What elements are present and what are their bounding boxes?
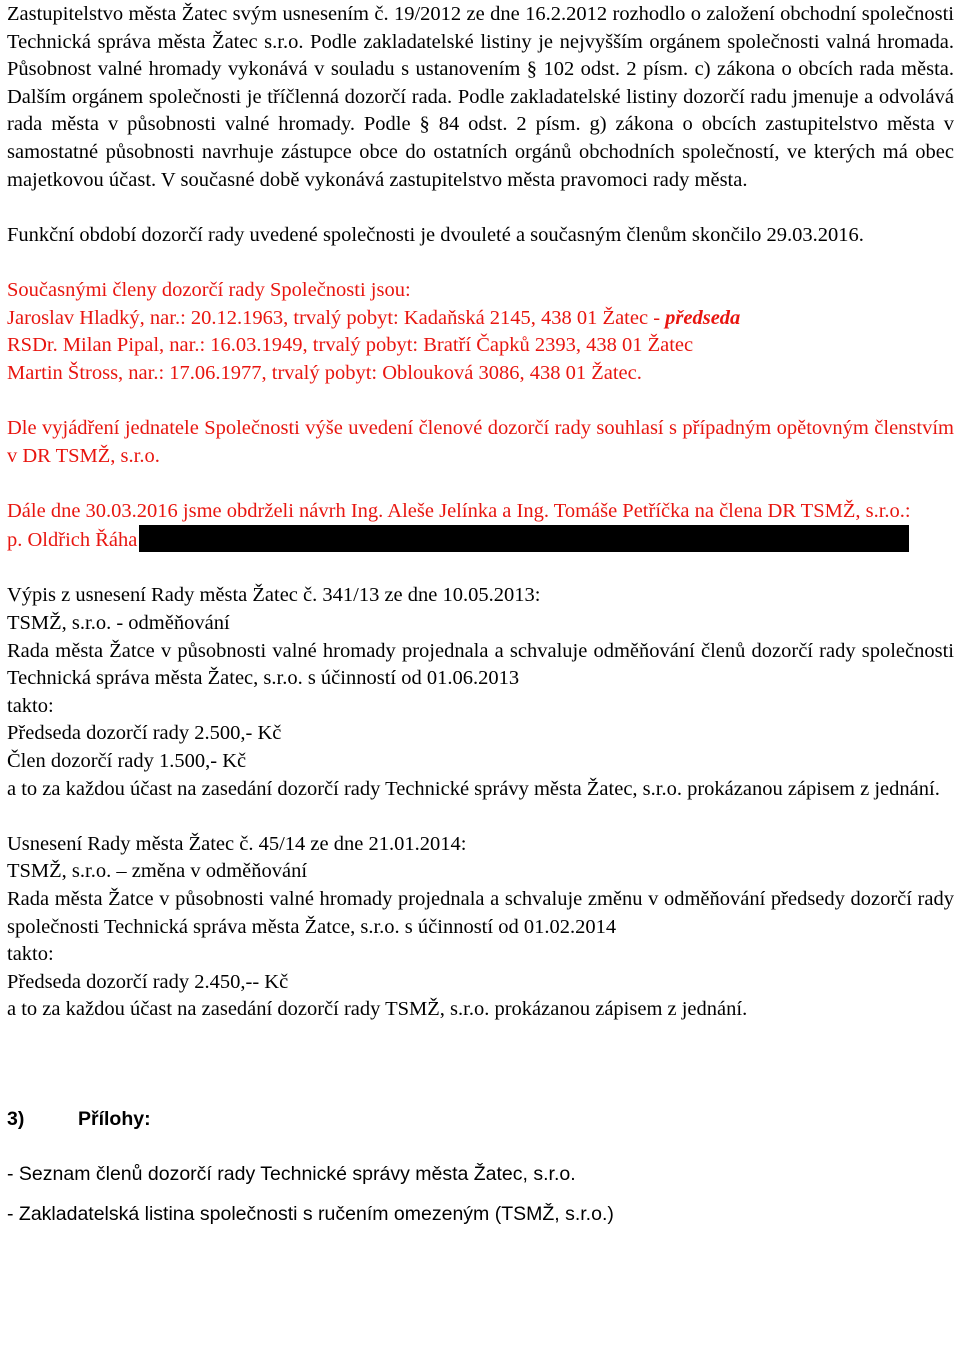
resolution-1-subject: TSMŽ, s.r.o. - odměňování	[7, 612, 230, 635]
intro-paragraph: Zastupitelstvo města Žatec svým usnesením č. 19/2012 ze dne 16.2.2012 rozhodlo o založení obchodní společnosti Technická správa města Žatec s.r.o. Podle zakladatelské listiny je nejvyšším orgánem společnosti valná hromada. Působnost valné hromady vykonává v souladu s ustanovením § 102 odst. 2 písm. c) zákona o obcích rada města. Dalším orgánem společnosti je tříčlenná dozorčí rada. Podle zakladatelské listiny dozorčí radu jmenuje a odvolává rada města v působnosti valné hromady. Podle § 84 odst. 2 písm. g) zákona o obcích zastupitelstvo města v samostatné působnosti navrhuje zástupce obce do ostatních orgánů obchodních společností, ve kterých má obec majetkovou účast. V současné době vykonává zastupitelstvo města pravomoci rady města.	[7, 3, 954, 191]
member-1-text: Jaroslav Hladký, nar.: 20.12.1963, trvalý pobyt: Kadaňská 2145, 438 01 Žatec -	[7, 306, 666, 329]
attachments-heading	[7, 1106, 954, 1134]
resolution-1-body: Rada města Žatce v působnosti valné hromady projednala a schvaluje odměňování členů dozorčí rady společnosti Technická správa města Žatec, s.r.o. s účinností od 01.06.2013	[7, 639, 954, 690]
resolution-2-takto: takto:	[7, 943, 54, 966]
resolution-1-takto: takto:	[7, 694, 54, 717]
section-number: 3)	[7, 1107, 25, 1130]
member-1	[7, 305, 954, 333]
proposal-name-line	[7, 525, 954, 555]
member-2: RSDr. Milan Pipal, nar.: 16.03.1949, trvalý pobyt: Bratří Čapků 2393, 438 01 Žatec	[7, 334, 694, 357]
resolution-1-line-2: Člen dozorčí rady 1.500,- Kč	[7, 750, 247, 773]
members-block	[7, 277, 954, 387]
member-1-role: předseda	[665, 306, 741, 329]
attachment-item-1: - Seznam členů dozorčí rady Technické správy města Žatec, s.r.o.	[7, 1163, 576, 1186]
section-label: Přílohy:	[78, 1107, 151, 1130]
resolution-1-title: Výpis z usnesení Rady města Žatec č. 341/13 ze dne 10.05.2013:	[7, 584, 541, 607]
member-3: Martin Štross, nar.: 17.06.1977, trvalý pobyt: Oblouková 3086, 438 01 Žatec.	[7, 361, 642, 384]
resolution-1-tail: a to za každou účast na zasedání dozorčí rady Technické správy města Žatec, s.r.o. prokázanou zápisem z jednání.	[7, 777, 940, 800]
proposed-member-name: p. Oldřich Řáha	[7, 529, 138, 552]
resolution-2-subject: TSMŽ, s.r.o. – změna v odměňování	[7, 860, 308, 883]
resolution-2-line-1: Předseda dozorčí rady 2.450,-- Kč	[7, 970, 289, 993]
resolution-2-body: Rada města Žatce v působnosti valné hromady projednala a schvaluje změnu v odměňování předsedy dozorčí rady společnosti Technická správa města Žatce, s.r.o. s účinností od 01.02.2014	[7, 888, 954, 938]
redaction-bar	[139, 525, 909, 552]
resolution-2-tail: a to za každou účast na zasedání dozorčí rady TSMŽ, s.r.o. prokázanou zápisem z jednání.	[7, 998, 748, 1021]
resolution-2-title: Usnesení Rady města Žatec č. 45/14 ze dne 21.01.2014:	[7, 832, 467, 855]
members-heading: Současnými členy dozorčí rady Společnosti jsou:	[7, 278, 411, 301]
document-page	[7, 1, 954, 1228]
attachment-item-2: - Zakladatelská listina společnosti s ručením omezeným (TSMŽ, s.r.o.)	[7, 1202, 614, 1225]
resolution-1-line-1: Předseda dozorčí rady 2.500,- Kč	[7, 722, 282, 745]
proposal-paragraph: Dále dne 30.03.2016 jsme obdrželi návrh Ing. Aleše Jelínka a Ing. Tomáše Petříčka na člena DR TSMŽ, s.r.o.:	[7, 499, 911, 522]
consent-paragraph: Dle vyjádření jednatele Společnosti výše uvedení členové dozorčí rady souhlasí s případným opětovným členstvím v DR TSMŽ, s.r.o.	[7, 416, 954, 467]
term-paragraph: Funkční období dozorčí rady uvedené společnosti je dvouleté a současným členům skončilo 29.03.2016.	[7, 223, 864, 246]
